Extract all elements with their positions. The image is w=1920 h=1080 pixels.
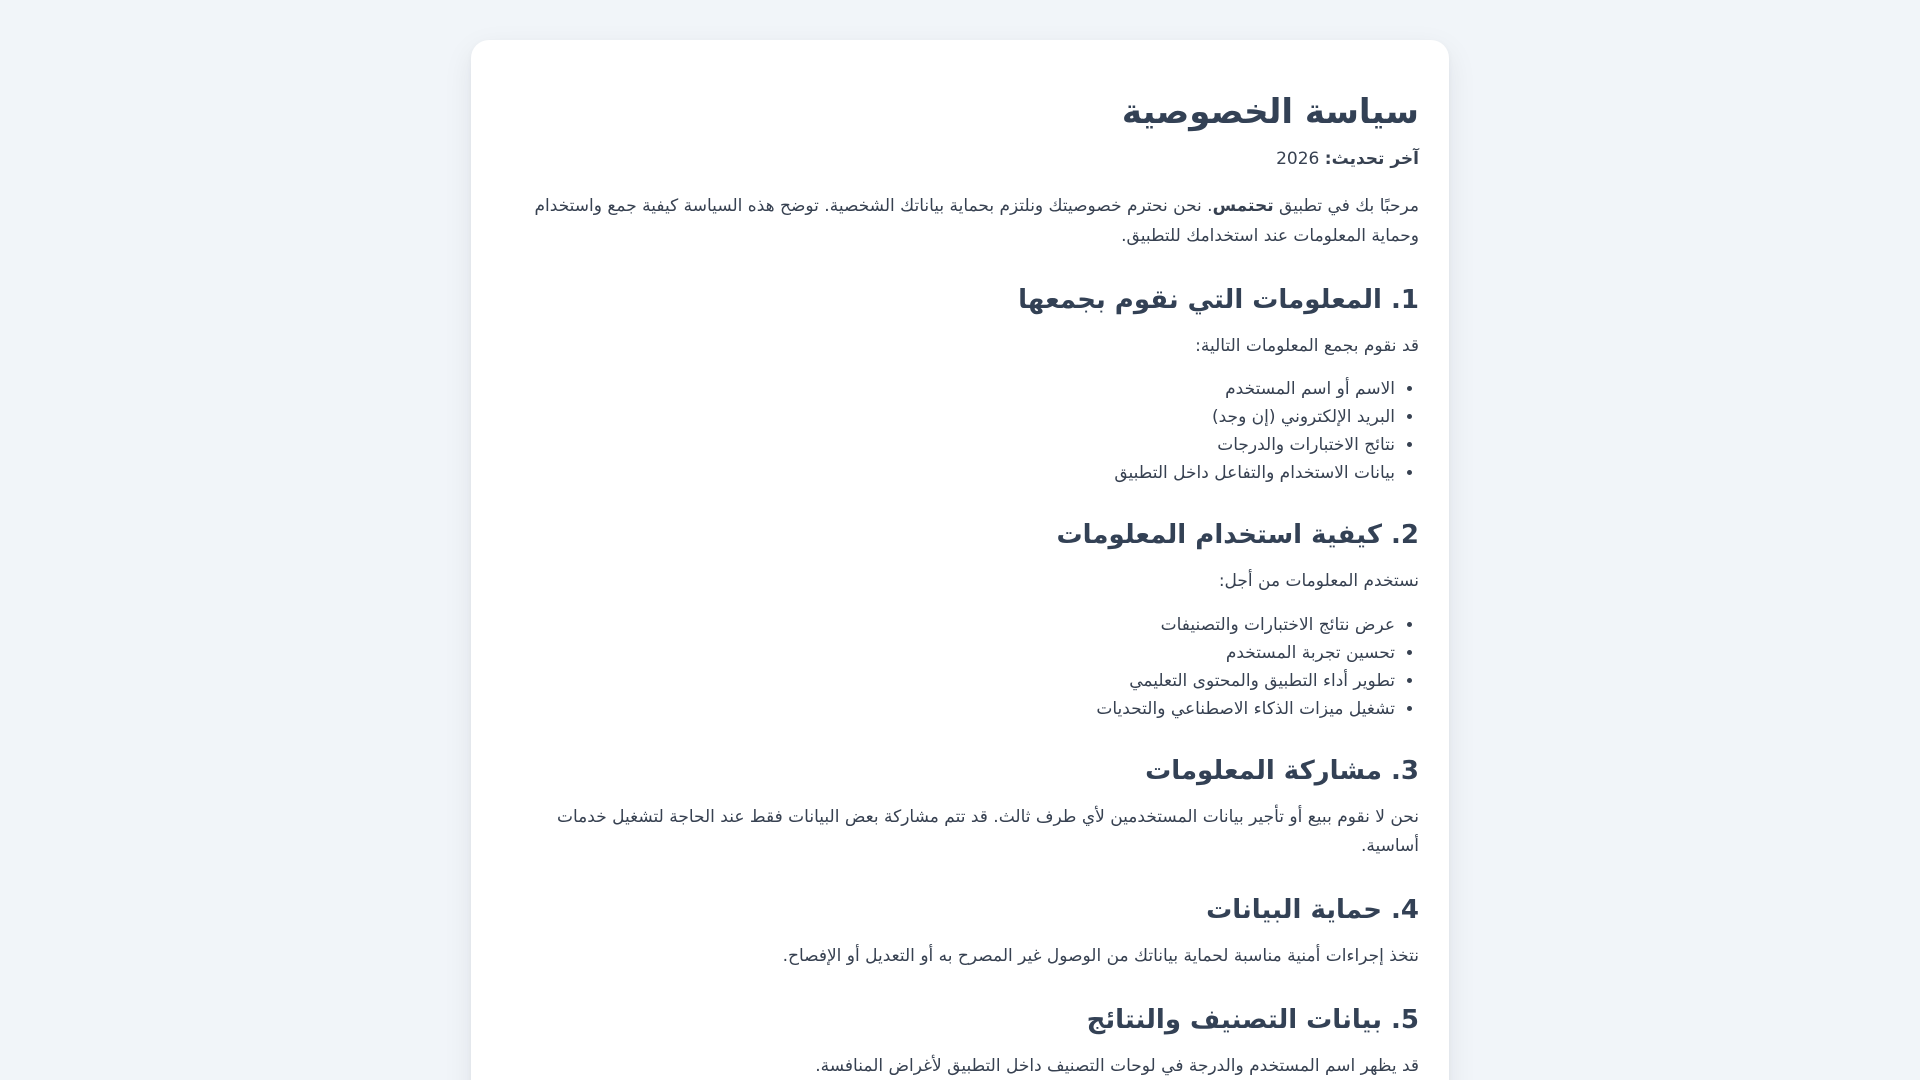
- list-item: • الاسم أو اسم المستخدم: [501, 375, 1395, 403]
- section-lead: قد نقوم بجمع المعلومات التالية:: [1195, 335, 1419, 356]
- intro-text-before: مرحبًا بك في تطبيق: [1273, 196, 1419, 217]
- section-ranking-results: [501, 1004, 1419, 1080]
- section-body: نتخذ إجراءات أمنية مناسبة لحماية بياناتك من الوصول غير المصرح به أو التعديل أو الإفصاح.: [782, 945, 1419, 966]
- last-updated-label: آخر تحديث:: [1324, 148, 1419, 169]
- list-item: • نتائج الاختبارات والدرجات: [501, 431, 1395, 459]
- section-information-collected: [501, 284, 1419, 488]
- last-updated-value: 2026: [1276, 148, 1325, 169]
- section-body: نحن لا نقوم ببيع أو تأجير بيانات المستخدمين لأي طرف ثالث. قد تتم مشاركة بعض البيانات فقط عند الحاجة لتشغيل خدمات أساسية.: [557, 806, 1419, 857]
- last-updated: [501, 147, 1419, 173]
- list-item: • تحسين تجربة المستخدم: [501, 639, 1395, 667]
- intro-text-after: . نحن نحترم خصوصيتك ونلتزم بحماية بياناتك الشخصية. توضح هذه السياسة كيفية جمع واستخدام وحماية المعلومات عند استخدامك للتطبيق.: [534, 196, 1419, 247]
- section-lead: نستخدم المعلومات من أجل:: [1218, 571, 1419, 592]
- privacy-policy-card: [471, 40, 1449, 1080]
- list-item: • تطوير أداء التطبيق والمحتوى التعليمي: [501, 667, 1395, 695]
- section-information-sharing: [501, 755, 1419, 862]
- page-title: سياسة الخصوصية: [1121, 92, 1419, 132]
- bullet-list: [501, 375, 1419, 487]
- intro-paragraph: [501, 192, 1419, 252]
- list-item: • البريد الإلكتروني (إن وجد): [501, 403, 1395, 431]
- list-item: • عرض نتائج الاختبارات والتصنيفات: [501, 611, 1395, 639]
- list-item: • بيانات الاستخدام والتفاعل داخل التطبيق: [501, 459, 1395, 487]
- section-heading: 3. مشاركة المعلومات: [1145, 755, 1419, 786]
- section-information-usage: [501, 519, 1419, 723]
- section-heading: 2. كيفية استخدام المعلومات: [1056, 520, 1419, 551]
- app-name: تحتمس: [1212, 196, 1274, 217]
- page-background: [0, 40, 1920, 1080]
- section-body: قد يظهر اسم المستخدم والدرجة في لوحات التصنيف داخل التطبيق لأغراض المنافسة.: [815, 1055, 1419, 1076]
- section-heading: 5. بيانات التصنيف والنتائج: [1086, 1004, 1419, 1035]
- section-heading: 4. حماية البيانات: [1206, 895, 1419, 926]
- bullet-list: [501, 611, 1419, 723]
- section-heading: 1. المعلومات التي نقوم بجمعها: [1018, 284, 1419, 315]
- list-item: • تشغيل ميزات الذكاء الاصطناعي والتحديات: [501, 695, 1395, 723]
- section-data-protection: [501, 894, 1419, 972]
